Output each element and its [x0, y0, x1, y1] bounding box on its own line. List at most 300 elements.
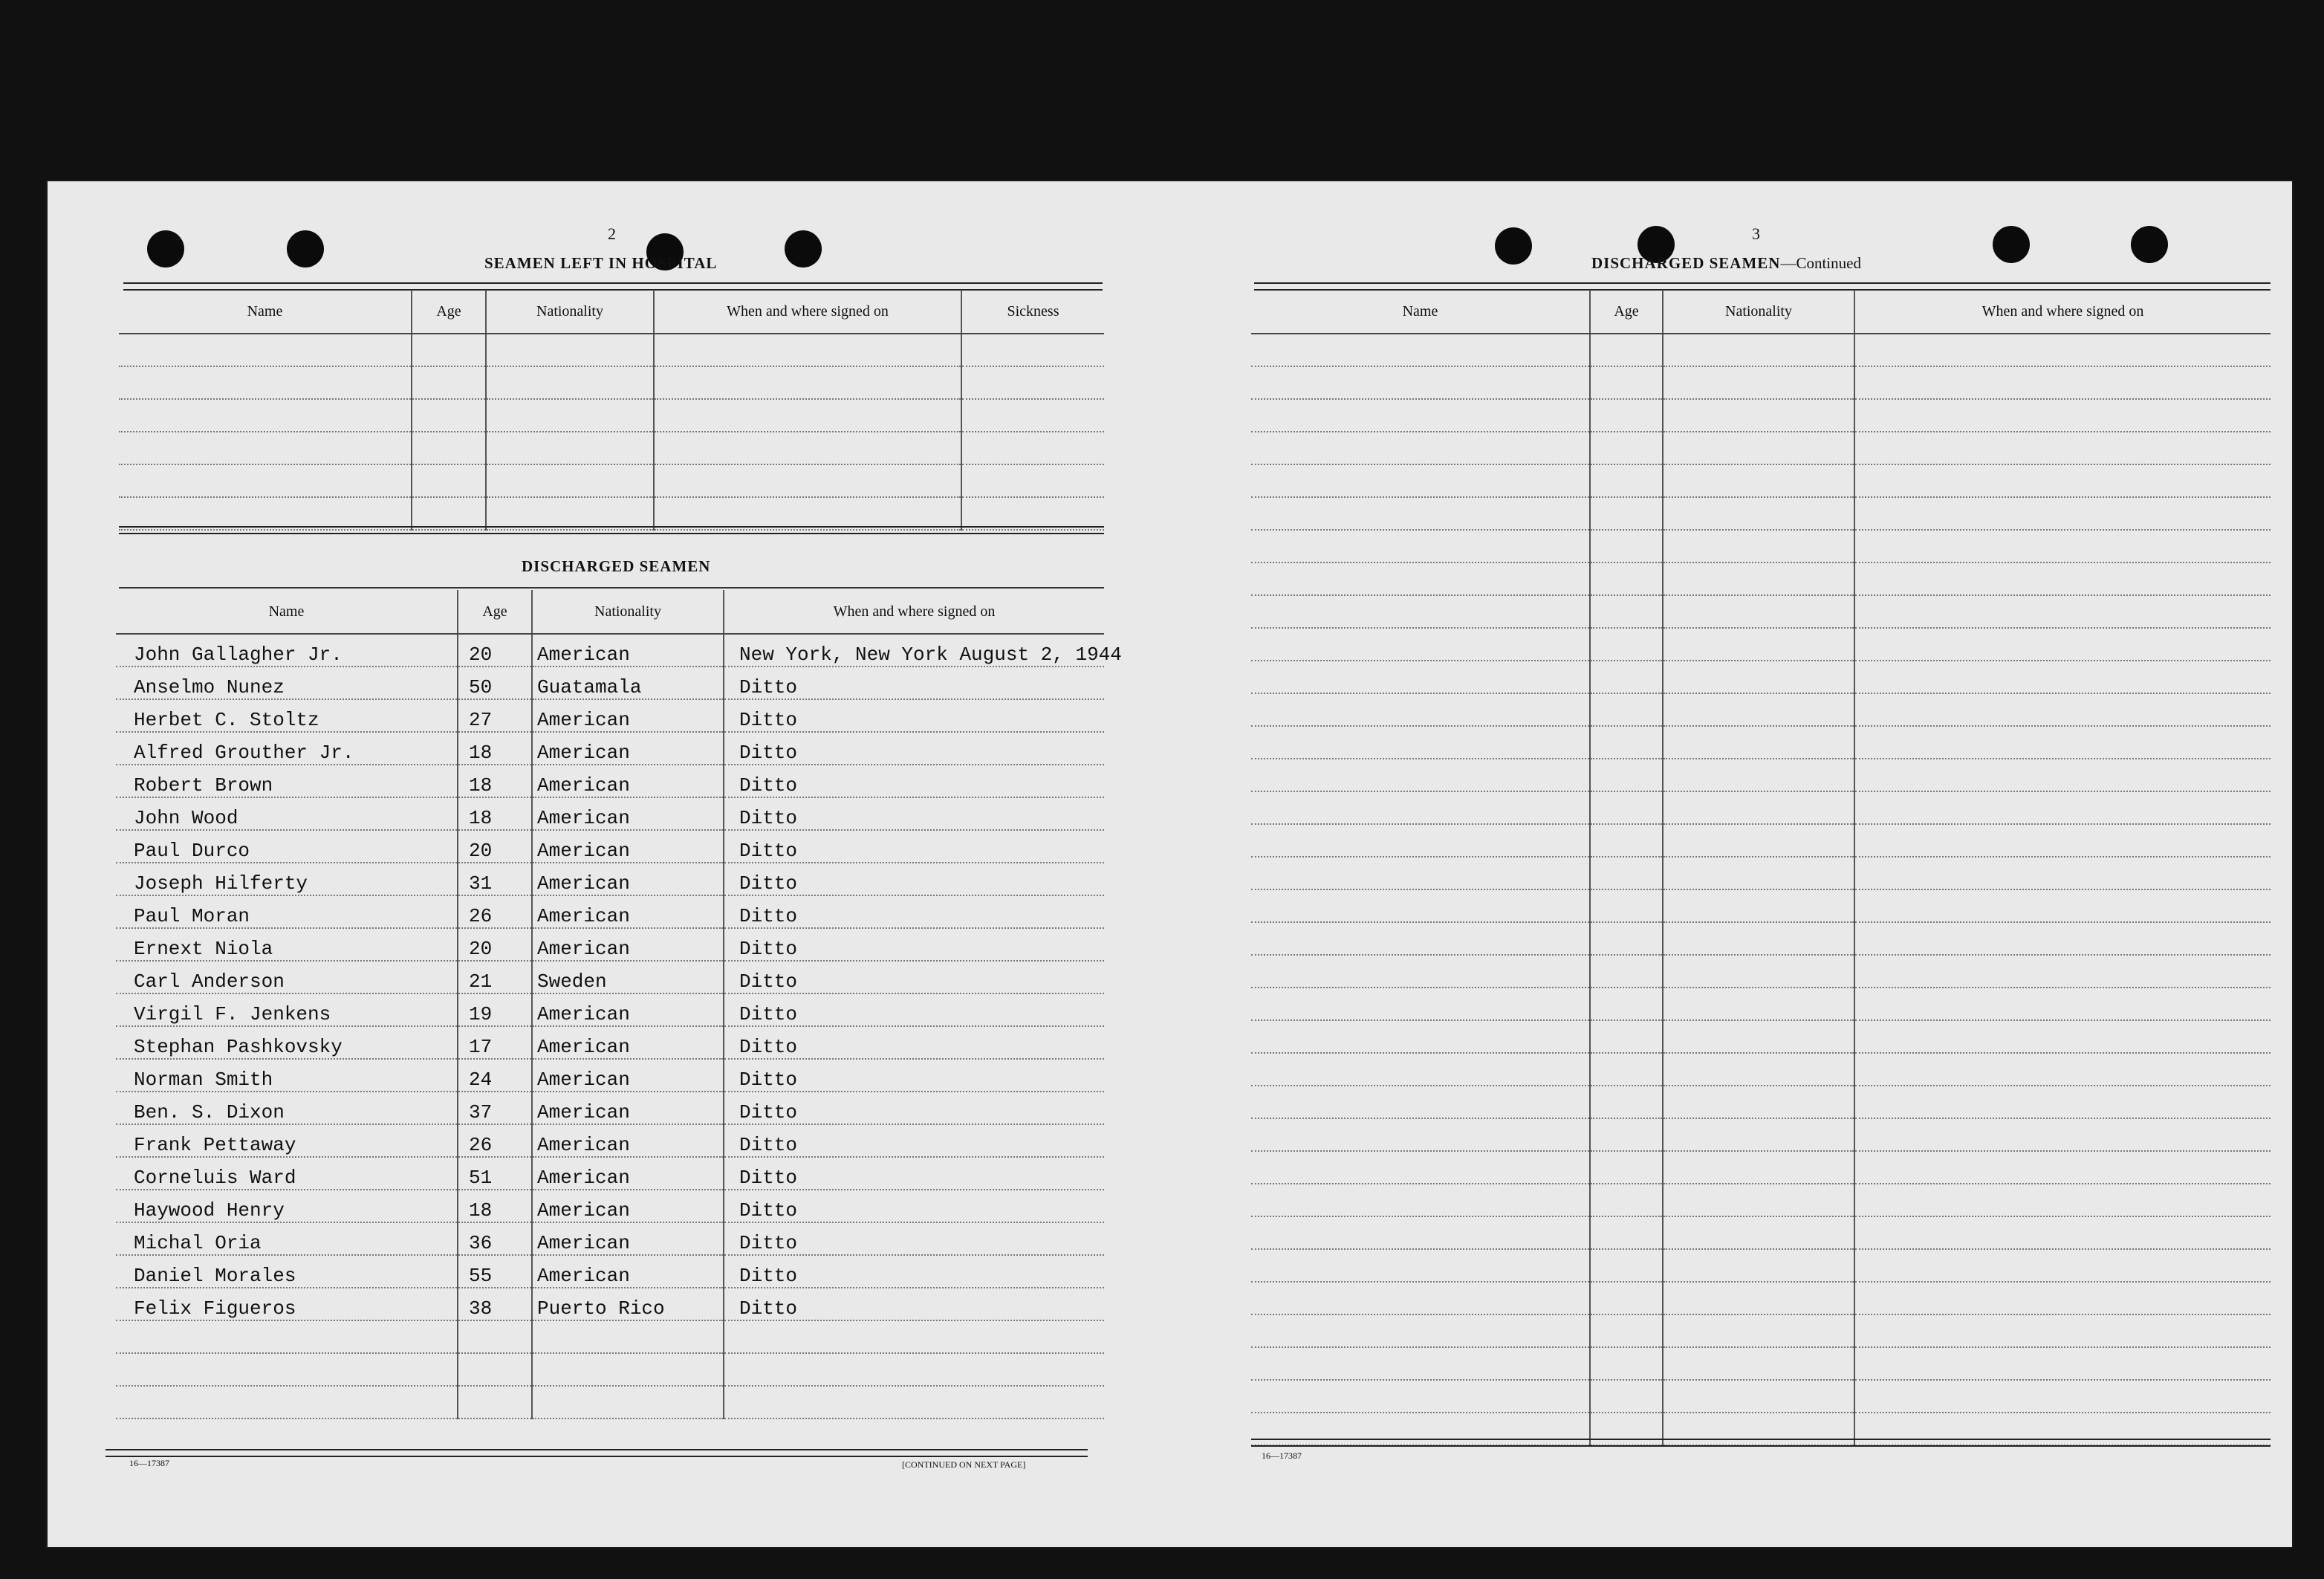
table-row: [1251, 824, 2271, 857]
title-text: DISCHARGED SEAMEN: [1591, 254, 1781, 272]
cell-empty: [1663, 562, 1854, 595]
cell-empty: [1590, 791, 1663, 824]
cell-empty: [458, 1320, 532, 1353]
cell-empty: [1854, 1249, 2271, 1282]
cell-signed: Ditto: [724, 1124, 1104, 1157]
cell-empty: [1854, 1086, 2271, 1118]
table-row: [116, 634, 1104, 667]
col-header-name: Name: [119, 290, 412, 334]
cell-empty: [1590, 399, 1663, 432]
table-row: [1251, 661, 2271, 693]
cell-empty: [654, 399, 961, 432]
cell-name: Norman Smith: [116, 1059, 458, 1092]
cell-age: 18: [458, 1190, 532, 1222]
cell-empty: [1590, 889, 1663, 922]
table-row: [1251, 1314, 2271, 1347]
table-row: [1251, 1053, 2271, 1086]
table-row: [116, 1320, 1104, 1353]
cell-name: Carl Anderson: [116, 961, 458, 993]
cell-empty: [1251, 1380, 1590, 1413]
cell-empty: [1251, 988, 1590, 1020]
cell-empty: [1590, 1282, 1663, 1314]
table-row: [116, 1288, 1104, 1320]
cell-empty: [1854, 399, 2271, 432]
cell-empty: [412, 366, 486, 399]
cell-empty: [1663, 1151, 1854, 1184]
cell-empty: [1590, 857, 1663, 889]
cell-empty: [1663, 661, 1854, 693]
cell-empty: [1251, 399, 1590, 432]
col-header-nationality: Nationality: [532, 590, 724, 634]
cell-name: Michal Oria: [116, 1222, 458, 1255]
table-row: [1251, 693, 2271, 726]
cell-empty: [486, 497, 654, 530]
cell-empty: [1854, 1282, 2271, 1314]
cell-empty: [1854, 661, 2271, 693]
cell-age: 24: [458, 1059, 532, 1092]
table-row: [116, 1386, 1104, 1418]
col-header-sickness: Sickness: [961, 290, 1104, 334]
cell-empty: [1590, 1314, 1663, 1347]
cell-nationality: American: [532, 732, 724, 765]
cell-empty: [1663, 824, 1854, 857]
table-row: [1251, 1118, 2271, 1151]
cell-nationality: American: [532, 634, 724, 667]
cell-empty: [961, 366, 1104, 399]
page-number: 3: [1752, 224, 1760, 243]
discharged-continued-table: [1251, 290, 2271, 1446]
hospital-table-body: [119, 334, 1104, 530]
cell-empty: [119, 399, 412, 432]
cell-empty: [1663, 1216, 1854, 1249]
discharged-table-body: [116, 634, 1122, 1418]
cell-empty: [1854, 1020, 2271, 1053]
cell-empty: [1251, 661, 1590, 693]
cell-empty: [1590, 1184, 1663, 1216]
cell-age: 17: [458, 1026, 532, 1059]
cell-empty: [119, 497, 412, 530]
cell-empty: [412, 334, 486, 366]
cell-empty: [1854, 334, 2271, 366]
cell-empty: [724, 1320, 1104, 1353]
col-header-signed-on: When and where signed on: [654, 290, 961, 334]
cell-name: Corneluis Ward: [116, 1157, 458, 1190]
cell-signed: Ditto: [724, 765, 1104, 797]
cell-empty: [1663, 1347, 1854, 1380]
cell-age: 55: [458, 1255, 532, 1288]
cell-name: Alfred Grouther Jr.: [116, 732, 458, 765]
cell-age: 18: [458, 732, 532, 765]
table-row: [1251, 759, 2271, 791]
cell-empty: [116, 1353, 458, 1386]
cell-empty: [1663, 1249, 1854, 1282]
cell-empty: [1590, 1151, 1663, 1184]
cell-empty: [1854, 889, 2271, 922]
cell-age: 26: [458, 1124, 532, 1157]
cell-signed: Ditto: [724, 1092, 1104, 1124]
discharged-table: [116, 590, 1122, 1419]
cell-nationality: American: [532, 993, 724, 1026]
left-page: [46, 180, 1161, 1549]
title-suffix: —Continued: [1780, 254, 1861, 272]
cell-nationality: American: [532, 1222, 724, 1255]
cell-empty: [1590, 595, 1663, 628]
cell-age: 31: [458, 863, 532, 895]
cell-empty: [1663, 1380, 1854, 1413]
cell-empty: [1590, 530, 1663, 562]
cell-nationality: American: [532, 1124, 724, 1157]
cell-age: 26: [458, 895, 532, 928]
rule-double: [106, 1449, 1088, 1457]
cell-name: Ben. S. Dixon: [116, 1092, 458, 1124]
table-row: [116, 699, 1104, 732]
cell-name: Ernext Niola: [116, 928, 458, 961]
cell-name: Herbet C. Stoltz: [116, 699, 458, 732]
cell-empty: [486, 399, 654, 432]
cell-empty: [1251, 693, 1590, 726]
cell-empty: [1854, 464, 2271, 497]
cell-age: 27: [458, 699, 532, 732]
cell-empty: [1590, 1347, 1663, 1380]
table-row: [1251, 1282, 2271, 1314]
table-row: [1251, 562, 2271, 595]
cell-empty: [116, 1320, 458, 1353]
cell-empty: [654, 464, 961, 497]
cell-signed: Ditto: [724, 1026, 1104, 1059]
cell-empty: [1251, 759, 1590, 791]
cell-signed: Ditto: [724, 732, 1104, 765]
cell-empty: [412, 432, 486, 464]
cell-empty: [1251, 922, 1590, 955]
cell-empty: [1854, 1380, 2271, 1413]
cell-empty: [1663, 726, 1854, 759]
discharged-continued-body: [1251, 334, 2271, 1445]
col-header-age: Age: [458, 590, 532, 634]
cell-empty: [1663, 1282, 1854, 1314]
cell-empty: [1854, 432, 2271, 464]
cell-empty: [1590, 955, 1663, 988]
cell-empty: [1663, 988, 1854, 1020]
cell-empty: [961, 399, 1104, 432]
cell-name: John Gallagher Jr.: [116, 634, 458, 667]
table-row: [1251, 889, 2271, 922]
cell-empty: [116, 1386, 458, 1418]
col-header-nationality: Nationality: [1663, 290, 1854, 334]
cell-empty: [1663, 759, 1854, 791]
cell-empty: [1663, 1020, 1854, 1053]
cell-name: Paul Durco: [116, 830, 458, 863]
cell-empty: [1590, 824, 1663, 857]
cell-empty: [1251, 791, 1590, 824]
cell-empty: [486, 432, 654, 464]
cell-empty: [1251, 726, 1590, 759]
col-header-signed-on: When and where signed on: [1854, 290, 2271, 334]
cell-empty: [119, 334, 412, 366]
cell-empty: [1663, 530, 1854, 562]
table-row: [116, 961, 1104, 993]
cell-nationality: American: [532, 699, 724, 732]
table-row: [1251, 726, 2271, 759]
table-row: [116, 1353, 1104, 1386]
cell-empty: [1251, 464, 1590, 497]
cell-empty: [486, 334, 654, 366]
cell-empty: [724, 1353, 1104, 1386]
cell-signed: Ditto: [724, 1222, 1104, 1255]
table-row: [116, 1255, 1104, 1288]
table-row: [1251, 1347, 2271, 1380]
cell-empty: [1590, 1216, 1663, 1249]
cell-empty: [1663, 366, 1854, 399]
cell-empty: [1251, 1314, 1590, 1347]
cell-empty: [1854, 1053, 2271, 1086]
cell-empty: [1854, 693, 2271, 726]
cell-empty: [532, 1320, 724, 1353]
cell-age: 36: [458, 1222, 532, 1255]
cell-empty: [1251, 1249, 1590, 1282]
table-row: [1251, 334, 2271, 366]
cell-nationality: Puerto Rico: [532, 1288, 724, 1320]
cell-empty: [458, 1386, 532, 1418]
cell-empty: [1663, 922, 1854, 955]
cell-empty: [1854, 497, 2271, 530]
cell-age: 37: [458, 1092, 532, 1124]
cell-empty: [1590, 693, 1663, 726]
cell-age: 18: [458, 797, 532, 830]
cell-empty: [1590, 1249, 1663, 1282]
cell-empty: [1251, 857, 1590, 889]
cell-empty: [1251, 497, 1590, 530]
cell-empty: [1251, 1184, 1590, 1216]
cell-age: 18: [458, 765, 532, 797]
cell-empty: [1663, 1184, 1854, 1216]
cell-empty: [1854, 595, 2271, 628]
discharged-table-header: [116, 590, 1104, 634]
table-row: [119, 399, 1104, 432]
cell-empty: [1854, 562, 2271, 595]
cell-empty: [1251, 1086, 1590, 1118]
cell-age: 51: [458, 1157, 532, 1190]
cell-empty: [1854, 530, 2271, 562]
cell-empty: [1590, 432, 1663, 464]
cell-empty: [1854, 1151, 2271, 1184]
cell-empty: [1590, 1020, 1663, 1053]
cell-name: Felix Figueros: [116, 1288, 458, 1320]
col-header-age: Age: [412, 290, 486, 334]
cell-empty: [1663, 1086, 1854, 1118]
cell-empty: [961, 464, 1104, 497]
cell-empty: [1854, 955, 2271, 988]
cell-empty: [532, 1386, 724, 1418]
cell-empty: [1251, 1020, 1590, 1053]
table-row: [116, 1157, 1104, 1190]
cell-empty: [654, 432, 961, 464]
cell-signed: Ditto: [724, 1157, 1104, 1190]
cell-empty: [1854, 1216, 2271, 1249]
cell-name: Paul Moran: [116, 895, 458, 928]
cell-age: 20: [458, 634, 532, 667]
cell-empty: [1663, 399, 1854, 432]
cell-empty: [1854, 922, 2271, 955]
cell-empty: [1854, 1347, 2271, 1380]
cell-empty: [654, 497, 961, 530]
col-header-nationality: Nationality: [486, 290, 654, 334]
cell-empty: [1251, 1053, 1590, 1086]
table-row: [1251, 628, 2271, 661]
table-row: [116, 928, 1104, 961]
page-number: 2: [608, 224, 616, 243]
cell-empty: [1251, 955, 1590, 988]
table-row: [116, 797, 1104, 830]
cell-empty: [1251, 1151, 1590, 1184]
table-row: [116, 1124, 1104, 1157]
cell-empty: [1251, 1216, 1590, 1249]
cell-signed: New York, New York August 2, 1944: [724, 634, 1104, 667]
cell-empty: [1854, 1184, 2271, 1216]
cell-signed: Ditto: [724, 928, 1104, 961]
cell-empty: [1590, 497, 1663, 530]
table-row: [119, 497, 1104, 530]
cell-nationality: American: [532, 895, 724, 928]
cell-empty: [1590, 661, 1663, 693]
cell-age: 38: [458, 1288, 532, 1320]
cell-empty: [1590, 334, 1663, 366]
cell-signed: Ditto: [724, 797, 1104, 830]
cell-empty: [1251, 1118, 1590, 1151]
cell-empty: [1590, 1086, 1663, 1118]
col-header-signed-on: When and where signed on: [724, 590, 1104, 634]
table-row: [119, 366, 1104, 399]
cell-empty: [1251, 628, 1590, 661]
cell-empty: [1251, 595, 1590, 628]
cell-empty: [724, 1386, 1104, 1418]
cell-empty: [1590, 1053, 1663, 1086]
table-row: [116, 895, 1104, 928]
rule: [119, 587, 1104, 589]
cell-empty: [1663, 334, 1854, 366]
cell-empty: [1854, 988, 2271, 1020]
cell-empty: [1663, 1053, 1854, 1086]
table-row: [1251, 432, 2271, 464]
cell-nationality: American: [532, 765, 724, 797]
cell-empty: [1251, 562, 1590, 595]
cell-empty: [119, 432, 412, 464]
table-row: [1251, 988, 2271, 1020]
cell-signed: Ditto: [724, 993, 1104, 1026]
table-row: [1251, 1184, 2271, 1216]
cell-empty: [1590, 988, 1663, 1020]
discharged-continued-title: [1591, 254, 1861, 273]
table-row: [116, 863, 1104, 895]
discharged-section-title: DISCHARGED SEAMEN: [522, 557, 711, 575]
table-row: [1251, 1216, 2271, 1249]
cell-signed: Ditto: [724, 1190, 1104, 1222]
table-row: [1251, 1020, 2271, 1053]
cell-empty: [1590, 1118, 1663, 1151]
scanned-document: [46, 180, 2294, 1549]
cell-empty: [1663, 889, 1854, 922]
discharged-continued-header: [1251, 290, 2271, 334]
table-row: [116, 732, 1104, 765]
col-header-name: Name: [116, 590, 458, 634]
cell-empty: [1590, 628, 1663, 661]
rule-double: [1251, 1439, 2271, 1447]
cell-empty: [1663, 628, 1854, 661]
table-row: [116, 1026, 1104, 1059]
cell-empty: [1251, 530, 1590, 562]
cell-empty: [1590, 366, 1663, 399]
cell-empty: [961, 432, 1104, 464]
cell-nationality: American: [532, 797, 724, 830]
cell-empty: [1590, 562, 1663, 595]
cell-signed: Ditto: [724, 1288, 1104, 1320]
cell-empty: [1251, 334, 1590, 366]
table-row: [1251, 399, 2271, 432]
cell-nationality: American: [532, 1059, 724, 1092]
right-page: [1161, 180, 2294, 1549]
cell-empty: [1251, 824, 1590, 857]
cell-name: John Wood: [116, 797, 458, 830]
table-row: [1251, 530, 2271, 562]
cell-empty: [654, 366, 961, 399]
cell-empty: [1663, 1118, 1854, 1151]
hospital-table-header: [119, 290, 1104, 334]
col-header-age: Age: [1590, 290, 1663, 334]
cell-empty: [1663, 693, 1854, 726]
cell-signed: Ditto: [724, 895, 1104, 928]
table-row: [1251, 1086, 2271, 1118]
table-row: [1251, 955, 2271, 988]
cell-empty: [654, 334, 961, 366]
cell-empty: [412, 497, 486, 530]
cell-empty: [1663, 1314, 1854, 1347]
table-row: [1251, 464, 2271, 497]
cell-empty: [961, 497, 1104, 530]
table-row: [116, 667, 1104, 699]
continued-note: [CONTINUED ON NEXT PAGE]: [902, 1459, 1026, 1470]
table-row: [1251, 922, 2271, 955]
cell-age: 19: [458, 993, 532, 1026]
cell-empty: [1590, 726, 1663, 759]
cell-nationality: American: [532, 1157, 724, 1190]
table-row: [1251, 595, 2271, 628]
col-header-name: Name: [1251, 290, 1590, 334]
cell-nationality: American: [532, 1092, 724, 1124]
table-row: [119, 334, 1104, 366]
cell-empty: [1251, 889, 1590, 922]
table-row: [116, 1190, 1104, 1222]
cell-empty: [1590, 464, 1663, 497]
table-row: [1251, 1380, 2271, 1413]
cell-nationality: American: [532, 1026, 724, 1059]
cell-empty: [1590, 922, 1663, 955]
table-row: [116, 993, 1104, 1026]
table-row: [116, 1092, 1104, 1124]
cell-signed: Ditto: [724, 699, 1104, 732]
cell-empty: [1663, 955, 1854, 988]
hospital-table: [119, 290, 1104, 531]
cell-nationality: Sweden: [532, 961, 724, 993]
hospital-section-title: SEAMEN LEFT IN HOSPITAL: [484, 254, 718, 272]
cell-name: Haywood Henry: [116, 1190, 458, 1222]
cell-empty: [1663, 791, 1854, 824]
cell-signed: Ditto: [724, 1255, 1104, 1288]
form-number: 16—17387: [1262, 1450, 1302, 1461]
cell-empty: [1854, 628, 2271, 661]
cell-empty: [1663, 464, 1854, 497]
cell-empty: [1854, 1118, 2271, 1151]
cell-empty: [1590, 759, 1663, 791]
cell-nationality: American: [532, 863, 724, 895]
